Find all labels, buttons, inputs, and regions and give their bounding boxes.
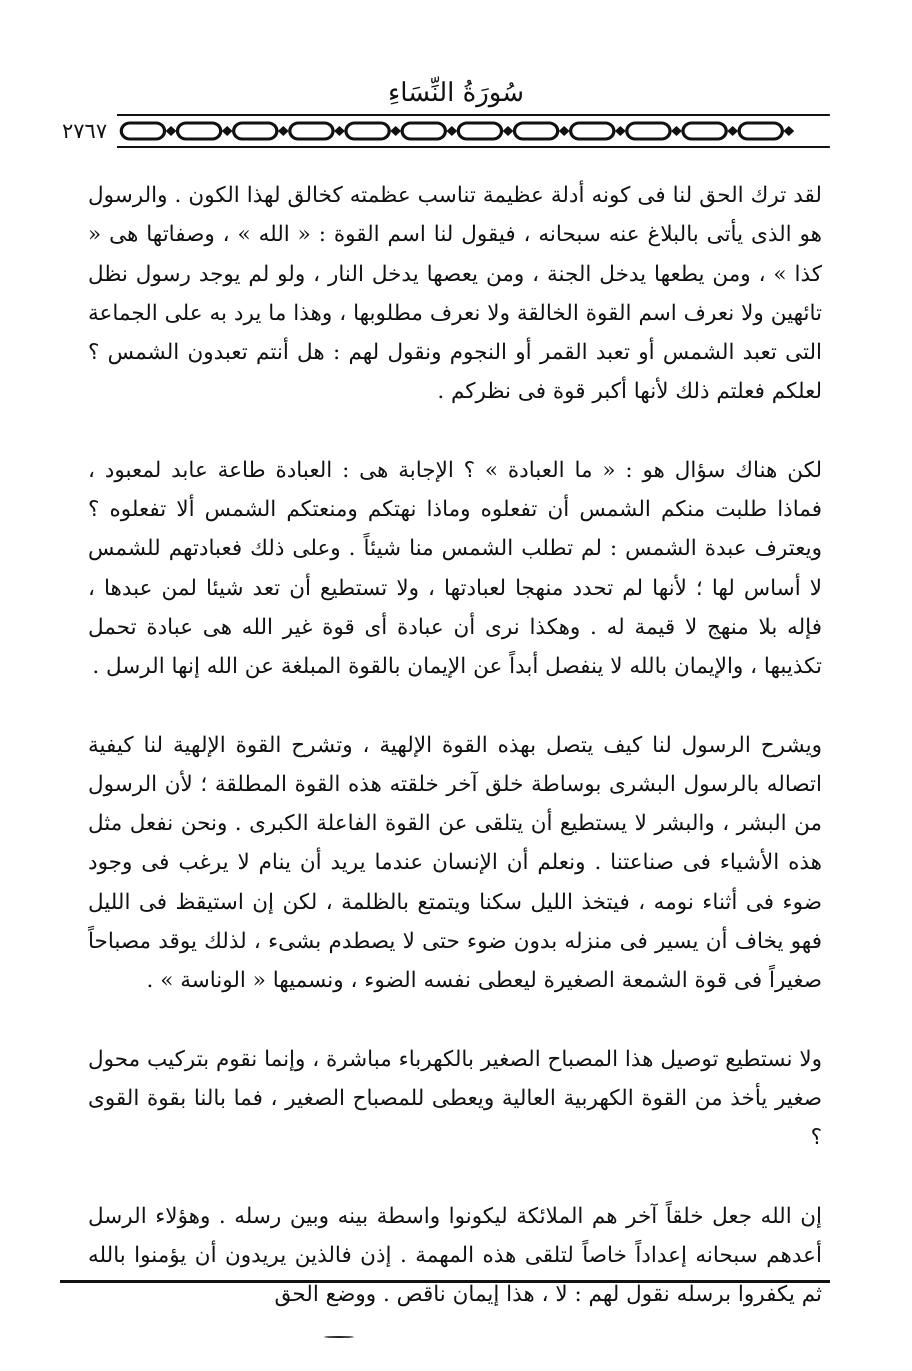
footer-mark <box>324 1336 354 1338</box>
paragraph-3: ويشرح الرسول لنا كيف يتصل بهذه القوة الإلهية ، وتشرح القوة الإلهية لنا كيفية اتصاله بالرسول البشرى بوساطة خلق آخر خلقته هذه القوة المطلقة ؛ لأن الرسول من البشر ، والبشر لا يستطيع أن يتلقى عن القوة الفاعلة الكبرى . ونحن نفعل مثل هذه الأشياء فى صناعتنا . ونعلم أن الإنسان عندما يريد أن ينام لا يرغب فى وجود ضوء فى أثناء نومه ، فيتخذ الليل سكنا ويتمتع بالظلمة ، لكن إن استيقظ فى الليل فهو يخاف أن يسير فى منزله بدون ضوء حتى لا يصطدم بشىء ، لذلك يوقد مصباحاً صغيراً فى قوة الشمعة الصغيرة ليعطى نفسه الضوء ، ونسميها « الوناسة » . <box>88 732 822 994</box>
ornament-oval <box>346 123 389 139</box>
ornament-oval <box>739 123 782 139</box>
ornament-frame-bottom <box>117 146 830 148</box>
ornament-oval <box>121 123 164 139</box>
paragraph-1: لقد ترك الحق لنا فى كونه أدلة عظيمة تناسب عظمته كخالق لهذا الكون . والرسول هو الذى يأتى بالبلاغ عنه سبحانه ، فيقول لنا اسم القوة : « الله » ، وصفاتها هى « كذا » ، ومن يطعها يدخل الجنة ، ومن يعصها يدخل النار ، ولو لم يوجد رسول نظل تائهين ولا نعرف اسم القوة الخالقة ولا نعرف مطلوبها ، وهذا ما يرد به على الجماعة التى تعبد الشمس أو تعبد القمر أو النجوم ونقول لهم : هل أنتم تعبدون الشمس ؟ لعلكم فعلتم ذلك لأنها أكبر قوة فى نظركم . <box>88 183 822 405</box>
ornament-diamond <box>166 126 177 136</box>
ornament-oval <box>627 123 670 139</box>
paragraph-4: ولا نستطيع توصيل هذا المصباح الصغير بالكهرباء مباشرة ، وإنما نقوم بتركيب محول صغير يأخذ من القوة الكهربية العالية ويعطى للمصباح الصغير ، فما بالنا بقوة القوى ؟ <box>88 1046 822 1151</box>
ornament-diamond <box>278 126 289 136</box>
ornament-diamond <box>559 126 570 136</box>
ornament-diamond <box>334 126 345 136</box>
paragraph-gap <box>88 687 822 726</box>
ornament-diamond <box>615 126 626 136</box>
paragraph-gap <box>88 412 822 451</box>
surah-title: سُورَةُ النِّسَاءِ <box>388 78 524 108</box>
bottom-rule <box>60 1280 830 1283</box>
paragraph-gap <box>88 1001 822 1040</box>
header-band <box>62 114 830 148</box>
paragraph-5: إن الله جعل خلقاً آخر هم الملائكة ليكونوا واسطة بينه وبين رسله . وهؤلاء الرسل أعدهم سبحانه إعداداً خاصاً لتلقى هذه المهمة . إذن فالذين يريدون أن يؤمنوا بالله ثم يكفروا برسله نقول لهم : لا ، هذا إيمان ناقص . ووضع الحق <box>88 1203 822 1308</box>
ornament-band <box>117 114 830 148</box>
ornament-diamond <box>447 126 458 136</box>
ornament-frame-top <box>117 114 830 116</box>
page-number: ٢٧٦٧ <box>62 119 108 143</box>
ornament-oval <box>683 123 726 139</box>
ornament-oval <box>234 123 277 139</box>
paragraph-gap <box>88 1158 822 1197</box>
ornament-oval <box>290 123 333 139</box>
ornament-oval <box>458 123 501 139</box>
body-text <box>88 176 822 1314</box>
ornament-diamond <box>503 126 514 136</box>
paragraph-2: لكن هناك سؤال هو : « ما العبادة » ؟ الإجابة هى : العبادة طاعة عابد لمعبود ، فماذا طلبت منكم الشمس أن تفعلوه وماذا نهتكم ومنعتكم الشمس ألا تفعلوه ؟ ويعترف عبدة الشمس : لم تطلب الشمس منا شيئاً . وعلى ذلك فعبادتهم للشمس لا أساس لها ؛ لأنها لم تحدد منهجا لعبادتها ، ولا تستطيع أن تعد شيئا لمن عبدها ، فإله بلا منهج لا قيمة له . وهكذا نرى أن عبادة أى قوة غير الله هى عبادة تحمل تكذيبها ، والإيمان بالله لا ينفصل أبداً عن الإيمان بالقوة المبلغة عن الله إنها الرسل . <box>88 457 822 680</box>
ornament-chain <box>121 123 794 139</box>
ornament-oval <box>402 123 445 139</box>
ornament-diamond <box>784 126 795 136</box>
ornament-oval <box>515 123 558 139</box>
ornament-diamond <box>222 126 233 136</box>
ornament-oval <box>178 123 221 139</box>
ornament-diamond <box>671 126 682 136</box>
ornament-diamond <box>390 126 401 136</box>
ornament-diamond <box>727 126 738 136</box>
ornament-oval <box>571 123 614 139</box>
